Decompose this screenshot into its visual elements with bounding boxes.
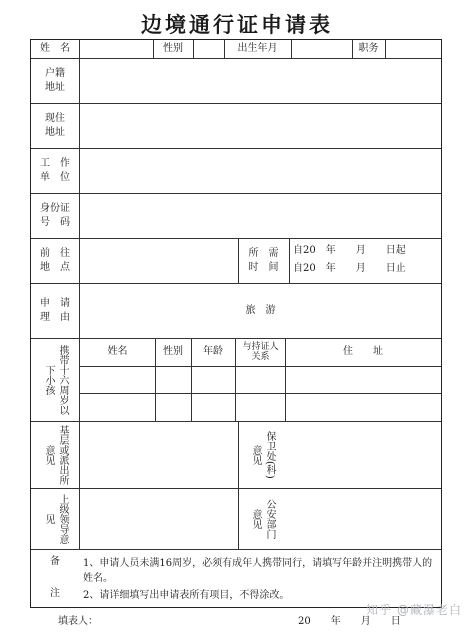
name-field[interactable] — [80, 40, 153, 58]
name-label: 姓 名 — [40, 43, 70, 54]
residence-address-field[interactable] — [80, 104, 441, 148]
gender-label: 性别 — [163, 43, 183, 54]
birth-label: 出生年月 — [237, 43, 278, 54]
work-unit-field[interactable] — [80, 149, 441, 193]
birth-field[interactable] — [292, 40, 352, 58]
companion-name-field[interactable] — [80, 394, 155, 421]
note-item: 1、申请人员未满16周岁，必须有成年人携带同行，请填写年龄并注明携带人的姓名。 — [83, 558, 433, 584]
reason-value[interactable]: 旅 游 — [245, 305, 276, 316]
companion-address-field[interactable] — [286, 367, 441, 393]
id-number-label: 身份证 号 码 — [40, 202, 70, 228]
form-title: 边境通行证申请表 — [141, 12, 333, 37]
work-unit-label: 工 作 单 位 — [40, 157, 70, 183]
companion-gender-field[interactable] — [156, 394, 191, 421]
note-item: 2、请详细填写出申请表所有项目，不得涂改。 — [83, 590, 290, 601]
id-number-field[interactable] — [80, 194, 441, 238]
applicant-label: 填表人： — [58, 616, 98, 627]
security-opinion-label: 保卫处(科) 意见 — [250, 430, 275, 489]
security-opinion-field[interactable] — [287, 422, 441, 488]
notes-label-bottom: 注 — [50, 588, 60, 599]
notes-content — [83, 556, 433, 603]
superior-opinion-label: 上级领导意见 — [43, 493, 68, 544]
companion-header-address: 住 址 — [343, 346, 383, 357]
zhihu-watermark: 知乎 @藏瀑老白 — [366, 603, 462, 617]
job-field[interactable] — [386, 40, 441, 58]
companion-name-field[interactable] — [80, 367, 155, 393]
companion-header-gender: 性别 — [163, 346, 183, 357]
reason-label: 申 请 理 由 — [40, 297, 70, 323]
companion-header-relation: 与持证人关系 — [242, 342, 279, 362]
companion-address-field[interactable] — [286, 394, 441, 421]
companion-section-label: 携带十六周岁以下小孩 — [43, 344, 68, 415]
hukou-address-label: 户籍 地址 — [45, 67, 65, 93]
application-form-table — [30, 39, 442, 608]
gender-field[interactable] — [194, 40, 224, 58]
superior-opinion-field[interactable] — [80, 489, 238, 549]
hukou-address-field[interactable] — [80, 59, 441, 103]
destination-field[interactable] — [80, 239, 238, 283]
destination-label: 前 往 地 点 — [40, 247, 70, 273]
companion-age-field[interactable] — [192, 367, 235, 393]
companion-relation-field[interactable] — [236, 394, 285, 421]
footer-date: 20 年 月 日 — [298, 616, 401, 627]
companion-header-name: 姓名 — [107, 346, 128, 357]
local-opinion-label: 基层或派出所意见 — [43, 424, 68, 485]
companion-age-field[interactable] — [192, 394, 235, 421]
column-divider — [289, 238, 290, 283]
local-opinion-field[interactable] — [80, 422, 238, 488]
job-label: 职务 — [358, 43, 379, 54]
period-end[interactable]: 自20 年 月 日止 — [293, 263, 406, 274]
companion-relation-field[interactable] — [236, 367, 285, 393]
companion-gender-field[interactable] — [156, 367, 191, 393]
police-opinion-label: 公安部门 意见 — [250, 498, 275, 549]
period-label: 所 需 时 间 — [248, 247, 279, 273]
police-opinion-field[interactable] — [287, 489, 441, 549]
notes-label-top: 备 — [50, 556, 60, 567]
row-divider — [31, 549, 441, 550]
companion-header-age: 年龄 — [203, 346, 223, 357]
residence-address-label: 现住 地址 — [45, 112, 65, 138]
period-start[interactable]: 自20 年 月 日起 — [293, 245, 406, 256]
